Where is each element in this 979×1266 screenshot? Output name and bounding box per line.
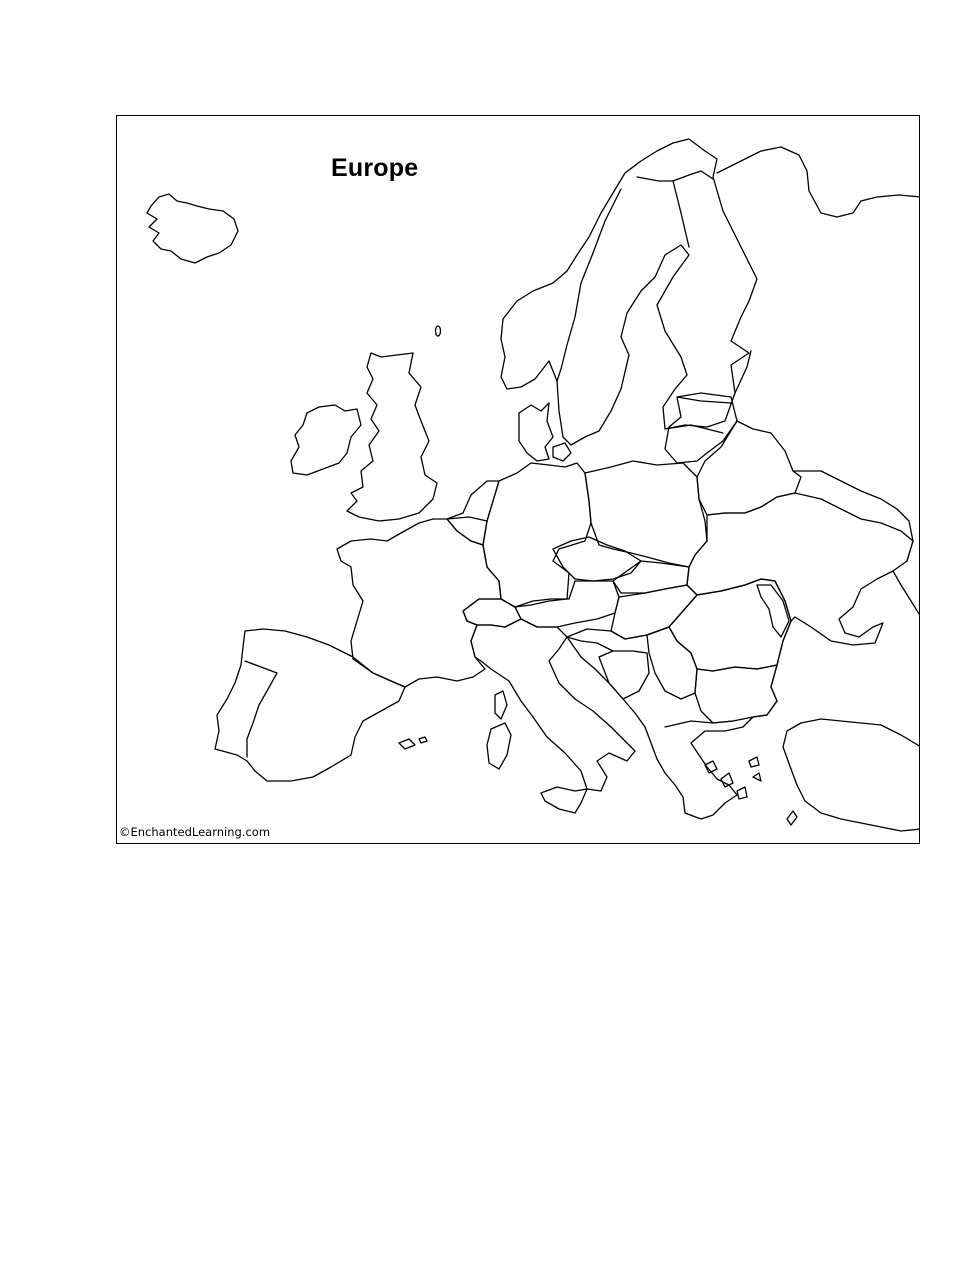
europe-outline-map xyxy=(116,115,920,844)
ireland-outline xyxy=(291,405,361,475)
great-britain-outline xyxy=(347,353,437,521)
netherlands-belgium xyxy=(447,481,499,545)
portugal-border xyxy=(245,661,277,757)
croatia-border xyxy=(567,637,613,651)
iberia-outline xyxy=(215,629,405,781)
scandinavia-outline xyxy=(501,139,757,445)
greece-north-border xyxy=(665,721,733,727)
map-drawing xyxy=(117,116,920,844)
crete-outline xyxy=(787,811,797,825)
sardinia-outline xyxy=(487,723,511,769)
norway-east-border xyxy=(637,171,713,181)
belarus-outline xyxy=(697,421,801,515)
iceland-outline xyxy=(147,194,238,263)
benelux-internal-border xyxy=(447,517,487,521)
baltic-internal-borders xyxy=(665,397,731,433)
corsica-outline xyxy=(495,691,507,719)
russia-north-coast xyxy=(717,147,920,217)
slovakia-outline xyxy=(613,561,689,593)
france-outline xyxy=(337,519,501,687)
greek-islands xyxy=(705,757,761,799)
black-sea-east-coast xyxy=(893,571,920,617)
serbia-outline xyxy=(647,627,697,699)
danish-islands xyxy=(553,443,571,461)
bulgaria-outline xyxy=(695,665,777,723)
ukraine-outline xyxy=(687,493,913,645)
sweden-finland-border xyxy=(673,181,689,247)
bosnia-outline xyxy=(599,651,649,699)
poland-outline xyxy=(585,461,707,567)
sicily-outline xyxy=(541,787,587,813)
czech-outline xyxy=(553,537,641,581)
moldova-outline xyxy=(757,585,789,637)
austria-outline xyxy=(515,581,619,627)
denmark-outline xyxy=(519,403,553,461)
balearic-isles xyxy=(399,737,427,749)
map-title: Europe xyxy=(331,154,419,182)
turkey-outline xyxy=(783,719,920,831)
copyright-credit: ©EnchantedLearning.com xyxy=(119,825,271,839)
small-island-north xyxy=(436,326,441,336)
norway-sweden-border xyxy=(557,189,621,381)
russia-west-border xyxy=(735,351,913,561)
